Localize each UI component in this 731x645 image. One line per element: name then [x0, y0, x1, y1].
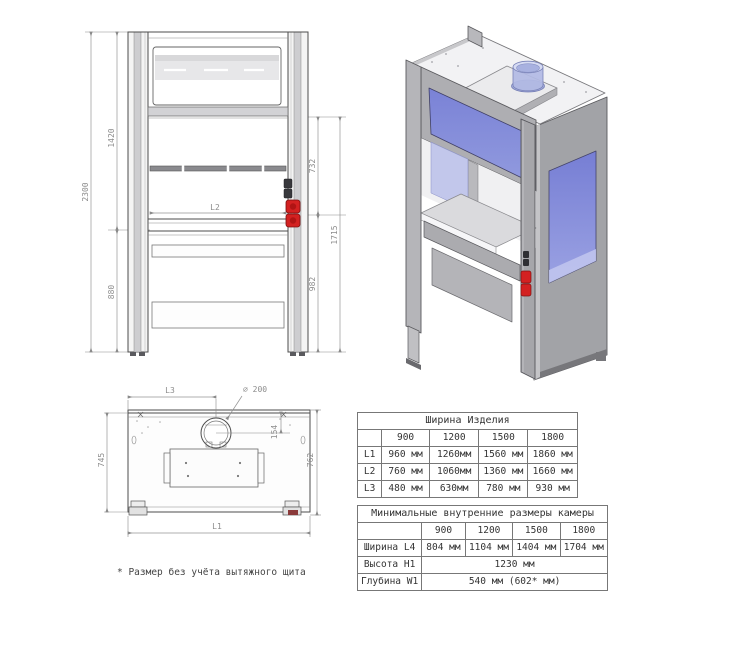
switch-2 [284, 189, 292, 198]
col-900: 900 [382, 430, 430, 447]
dim-duct-diameter: ⌀ 200 [243, 385, 268, 394]
dim-right-total: 1715 [330, 225, 339, 245]
footnote: * Размер без учёта вытяжного щита [117, 567, 306, 578]
plan-inner-box [164, 449, 264, 487]
dim-L3: L3 [165, 386, 175, 395]
sash-sill [148, 107, 288, 116]
feet [130, 352, 305, 356]
top-view-drawing [97, 385, 321, 537]
dim-duct-offset: 154 [270, 424, 279, 440]
worktop [148, 219, 288, 235]
col-1500: 1500 [513, 523, 560, 540]
table-row: L2 760 мм 1060мм 1360 мм 1660 мм [358, 464, 578, 481]
table-row: Глубина W1 540 мм (602* мм) [358, 574, 608, 591]
caster-red [288, 510, 298, 515]
switch-3d-2 [523, 259, 529, 266]
col-1200: 1200 [465, 523, 512, 540]
baffle [150, 166, 286, 171]
dim-width-L2: L2 [210, 203, 220, 212]
table1-title: Ширина Изделия [358, 413, 578, 430]
dim-depth-left: 745 [97, 452, 106, 468]
dim-L1: L1 [212, 522, 222, 531]
dim-socket-to-floor: 982 [308, 276, 317, 292]
socket-3d-1 [521, 271, 531, 283]
table-row: Высота H1 1230 мм [358, 557, 608, 574]
switch-3d-1 [523, 251, 529, 258]
front-left-post [406, 60, 421, 333]
isometric-view [406, 26, 607, 380]
duct-collar [512, 61, 545, 92]
table-row: L3 480 мм 630мм 780 мм 930 мм [358, 481, 578, 498]
col-1200: 1200 [429, 430, 478, 447]
back-right-foot [596, 352, 606, 361]
socket-3d-2 [521, 284, 531, 296]
apron-panel [152, 245, 284, 257]
lower-panel [152, 302, 284, 328]
col-900: 900 [422, 523, 466, 540]
col-1800: 1800 [528, 430, 578, 447]
table-row: L1 960 мм 1260мм 1560 мм 1860 мм [358, 447, 578, 464]
dim-depth-right: 762 [306, 452, 315, 468]
col-1800: 1800 [560, 523, 607, 540]
dim-upper-height: 1420 [107, 128, 116, 148]
front-view-drawing [81, 32, 346, 356]
table2-title: Минимальные внутренние размеры камеры [358, 506, 608, 523]
table-inner-sizes [357, 505, 608, 591]
switch-1 [284, 179, 292, 188]
dim-lower-height: 880 [107, 284, 116, 300]
dim-sash-to-socket: 732 [308, 158, 317, 174]
table-product-width [357, 412, 578, 498]
table-row: Ширина L4 804 мм 1104 мм 1404 мм 1704 мм [358, 540, 608, 557]
col-1500: 1500 [479, 430, 528, 447]
dim-total-height: 2300 [81, 182, 90, 202]
